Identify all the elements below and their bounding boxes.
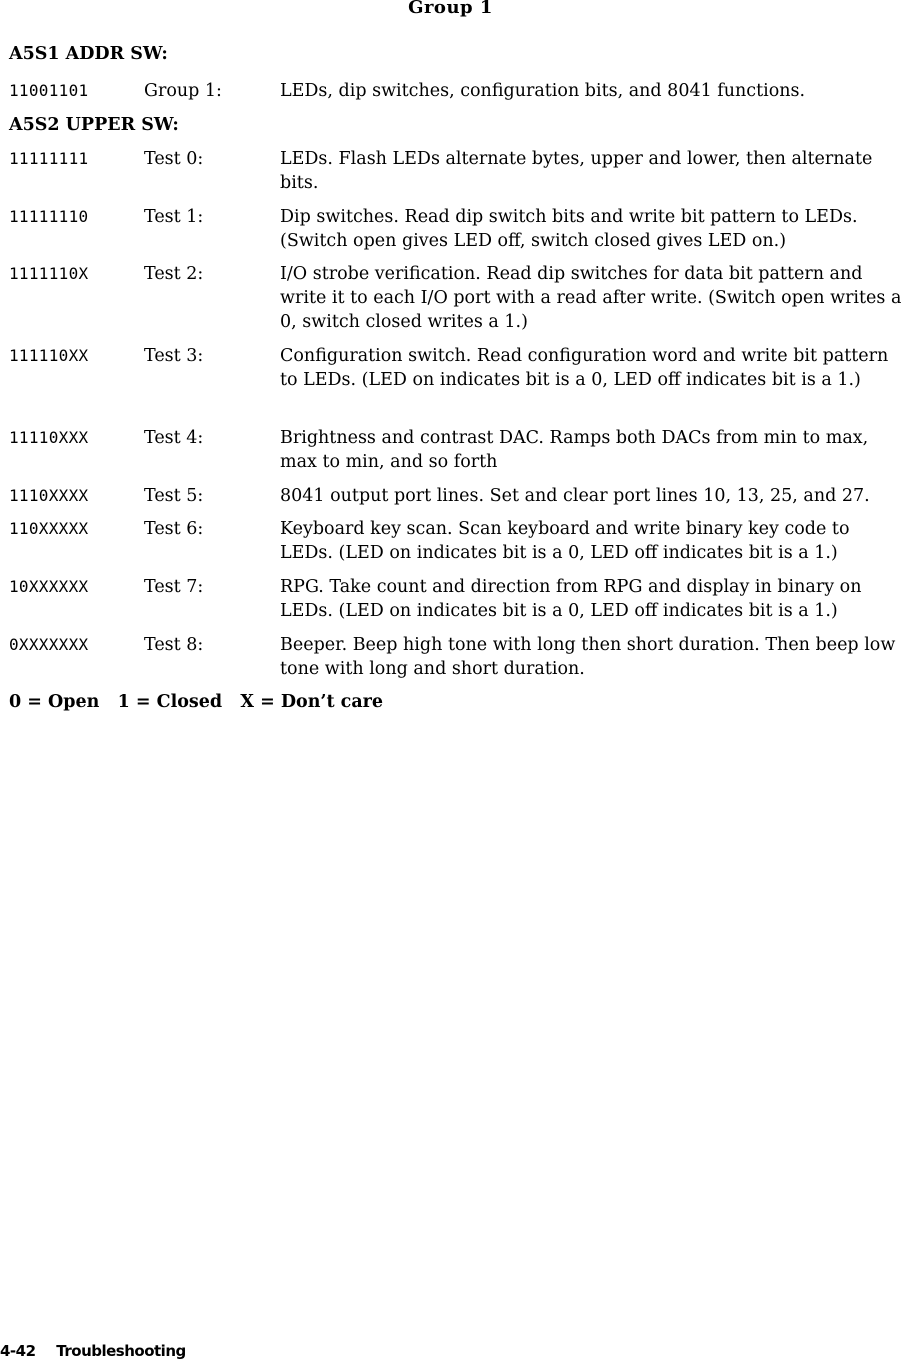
switch-code: 110XXXXX — [9, 519, 89, 538]
test-label: Test 0: — [144, 149, 204, 169]
test-description: Beeper. Beep high tone with long then short duration. Then beep low tone with long and short duration. — [280, 635, 896, 679]
test-label: Test 6: — [144, 519, 204, 539]
switch-legend: 0 = Open 1 = Closed X = Don’t care — [9, 692, 384, 712]
addr-switch-heading: A5S1 ADDR SW: — [9, 44, 168, 64]
switch-code: 0XXXXXXX — [9, 635, 89, 654]
test-description: RPG. Take count and direction from RPG and display in binary on LEDs. (LED on indicates bit is a 0, LED off indicates bit is a 1.) — [280, 577, 862, 621]
test-label: Test 5: — [144, 486, 204, 506]
test-label: Test 2: — [144, 264, 204, 284]
switch-code: 1110XXXX — [9, 486, 89, 505]
test-description: Dip switches. Read dip switch bits and write bit pattern to LEDs. (Switch open gives LED off, switch closed gives LED on.) — [280, 207, 858, 251]
switch-code: 1111110X — [9, 264, 89, 283]
switch-code: 10XXXXXX — [9, 577, 89, 596]
test-description: I/O strobe verification. Read dip switches for data bit pattern and write it to each I/O port with a read after write. (Switch open writes a 0, switch closed writes a 1.) — [280, 264, 901, 332]
test-description: LEDs. Flash LEDs alternate bytes, upper and lower, then alternate bits. — [280, 149, 873, 193]
test-label: Test 4: — [144, 428, 204, 448]
test-description: Brightness and contrast DAC. Ramps both DACs from min to max, max to min, and so forth — [280, 428, 869, 472]
switch-code: 11111110 — [9, 207, 89, 226]
switch-code: 11111111 — [9, 149, 89, 168]
switch-code: 111110XX — [9, 346, 89, 365]
test-label: Test 3: — [144, 346, 204, 366]
test-label: Test 8: — [144, 635, 204, 655]
test-label: Test 7: — [144, 577, 204, 597]
switch-code: 11001101 — [9, 81, 89, 100]
group-description: LEDs, dip switches, configuration bits, and 8041 functions. — [280, 81, 806, 101]
page-number: 4-42 — [0, 1342, 36, 1360]
upper-switch-heading: A5S2 UPPER SW: — [9, 115, 179, 135]
page-title: Group 1 — [408, 0, 493, 18]
test-description: 8041 output port lines. Set and clear port lines 10, 13, 25, and 27. — [280, 486, 870, 506]
group-label: Group 1: — [144, 81, 222, 101]
test-description: Keyboard key scan. Scan keyboard and write binary key code to LEDs. (LED on indicates bit is a 0, LED off indicates bit is a 1.) — [280, 519, 850, 563]
section-name: Troubleshooting — [56, 1342, 186, 1360]
test-label: Test 1: — [144, 207, 204, 227]
page-footer — [0, 1342, 186, 1360]
test-description: Configuration switch. Read configuration word and write bit pattern to LEDs. (LED on indicates bit is a 0, LED off indicates bit is a 1.) — [280, 346, 889, 390]
switch-code: 11110XXX — [9, 428, 89, 447]
